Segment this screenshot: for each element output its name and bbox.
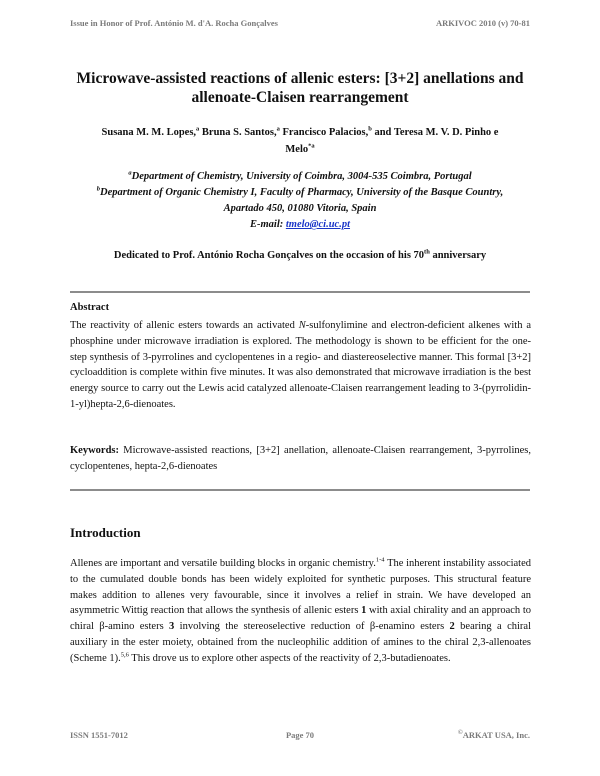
title-line-2: allenoate-Claisen rearrangement <box>191 89 409 106</box>
keywords-label: Keywords: <box>70 445 119 456</box>
author-1-affil: a <box>196 125 200 133</box>
intro-text-2: The inherent instability associated to the cumulated double bonds has been widely exploited for synthetic purposes. This structural feature makes addition to allenes very favourable, since it involves a relief in strain. We have developed an asymmetric Wittig reaction that allows the synthesis of allenic esters <box>70 558 532 617</box>
intro-text-5: bearing a chiral auxiliary in the ester moiety, obtained from the nucleophilic addition of amines to the chiral 2,3-allenoates (Scheme 1). <box>70 621 531 664</box>
affiliation-b-mark: b <box>96 185 101 193</box>
keywords-text: Microwave-assisted reactions, [3+2] anellation, allenoate-Claisen rearrangement, 3-pyrrolines, cyclopentenes, hepta-2,6-dienoates <box>70 445 531 472</box>
author-2-affil: a <box>276 125 280 133</box>
abstract-text-1: The reactivity of allenic esters towards an activated <box>70 320 299 331</box>
author-4-cont: Melo <box>285 144 309 155</box>
introduction-heading: Introduction <box>70 525 141 540</box>
copyright-mark: © <box>457 729 463 737</box>
author-3: Francisco Palacios, <box>279 127 369 138</box>
compound-2: 2 <box>449 621 455 633</box>
affiliation-a <box>70 169 530 185</box>
intro-text-1: Allenes are important and versatile building blocks in organic chemistry. <box>70 558 376 569</box>
keywords <box>70 443 531 475</box>
intro-ref-2: 5,6 <box>120 651 129 659</box>
author-2: Bruna S. Santos, <box>199 127 277 138</box>
compound-1: 1 <box>361 605 367 617</box>
author-list <box>70 124 530 158</box>
affiliation-a-mark: a <box>128 169 132 177</box>
intro-text-4: involving the stereoselective reduction of β-enamino esters <box>174 621 450 633</box>
header-journal: ARKIVOC 2010 (v) 70-81 <box>435 18 530 28</box>
author-3-affil: b <box>368 125 372 133</box>
header-issue: Issue in Honor of Prof. António M. d'A. Rocha Gonçalves <box>70 18 278 28</box>
affiliation-b-text: Department of Organic Chemistry I, Faculty of Pharmacy, University of the Basque Country, <box>100 187 504 198</box>
abstract-text-2: -sulfonylimine and electron-deficient alkenes with a phosphine under microwave irradiation is explored. The methodology is shown to be efficient for the one-step synthesis of 3-pyrrolines and cyclopentenes in a regio- and diastereoselective manner. This formal [3+2] cycloaddition is complete within five minutes. It was also demonstrated that microwave irradiation is the best energy source to carry out the Lewis acid catalyzed allenoate-Claisen rearrangement leading to 3-(pyrrolidin-1-yl)hepta-2,6-dienoates. <box>70 320 532 410</box>
author-4-affil: *a <box>308 142 315 150</box>
author-1: Susana M. M. Lopes, <box>101 127 197 138</box>
affiliations <box>70 169 530 233</box>
running-header <box>70 18 530 28</box>
abstract-body <box>70 318 531 413</box>
title-line-1: Microwave-assisted reactions of allenic esters: [3+2] anellations and <box>76 70 524 87</box>
intro-ref-1: 1-4 <box>375 556 385 564</box>
paper-title <box>60 69 540 107</box>
email-line <box>70 217 530 233</box>
affiliation-b-address: Apartado 450, 01080 Vitoria, Spain <box>223 203 377 214</box>
abstract-heading: Abstract <box>70 302 110 313</box>
divider-top <box>70 291 530 293</box>
dedication-sup: th <box>424 248 430 256</box>
intro-text-6: This drove us to explore other aspects of the reactivity of 2,3-butadienoates. <box>128 652 451 664</box>
footer-page-number: Page 70 <box>285 730 315 740</box>
email-link[interactable]: tmelo@ci.uc.pt <box>285 219 351 230</box>
introduction-body <box>70 556 531 667</box>
affiliation-a-text: Department of Chemistry, University of Coimbra, 3004-535 Coimbra, Portugal <box>131 171 472 182</box>
divider-bottom <box>70 489 530 491</box>
compound-3: 3 <box>169 621 175 633</box>
dedication-text-end: anniversary <box>429 250 487 261</box>
abstract-italic: N <box>298 320 306 331</box>
email-label: E-mail: <box>249 219 286 230</box>
dedication <box>70 250 530 261</box>
affiliation-b <box>70 185 530 201</box>
footer-issn: ISSN 1551-7012 <box>70 730 128 740</box>
author-4: and Teresa M. V. D. Pinho e <box>371 127 499 138</box>
footer-copyright <box>458 730 530 740</box>
dedication-text: Dedicated to Prof. António Rocha Gonçalves on the occasion of his 70 <box>113 250 425 261</box>
copyright-text: ARKAT USA, Inc. <box>462 730 530 740</box>
intro-text-3: with axial chirality and an approach to chiral β-amino esters <box>70 605 532 633</box>
